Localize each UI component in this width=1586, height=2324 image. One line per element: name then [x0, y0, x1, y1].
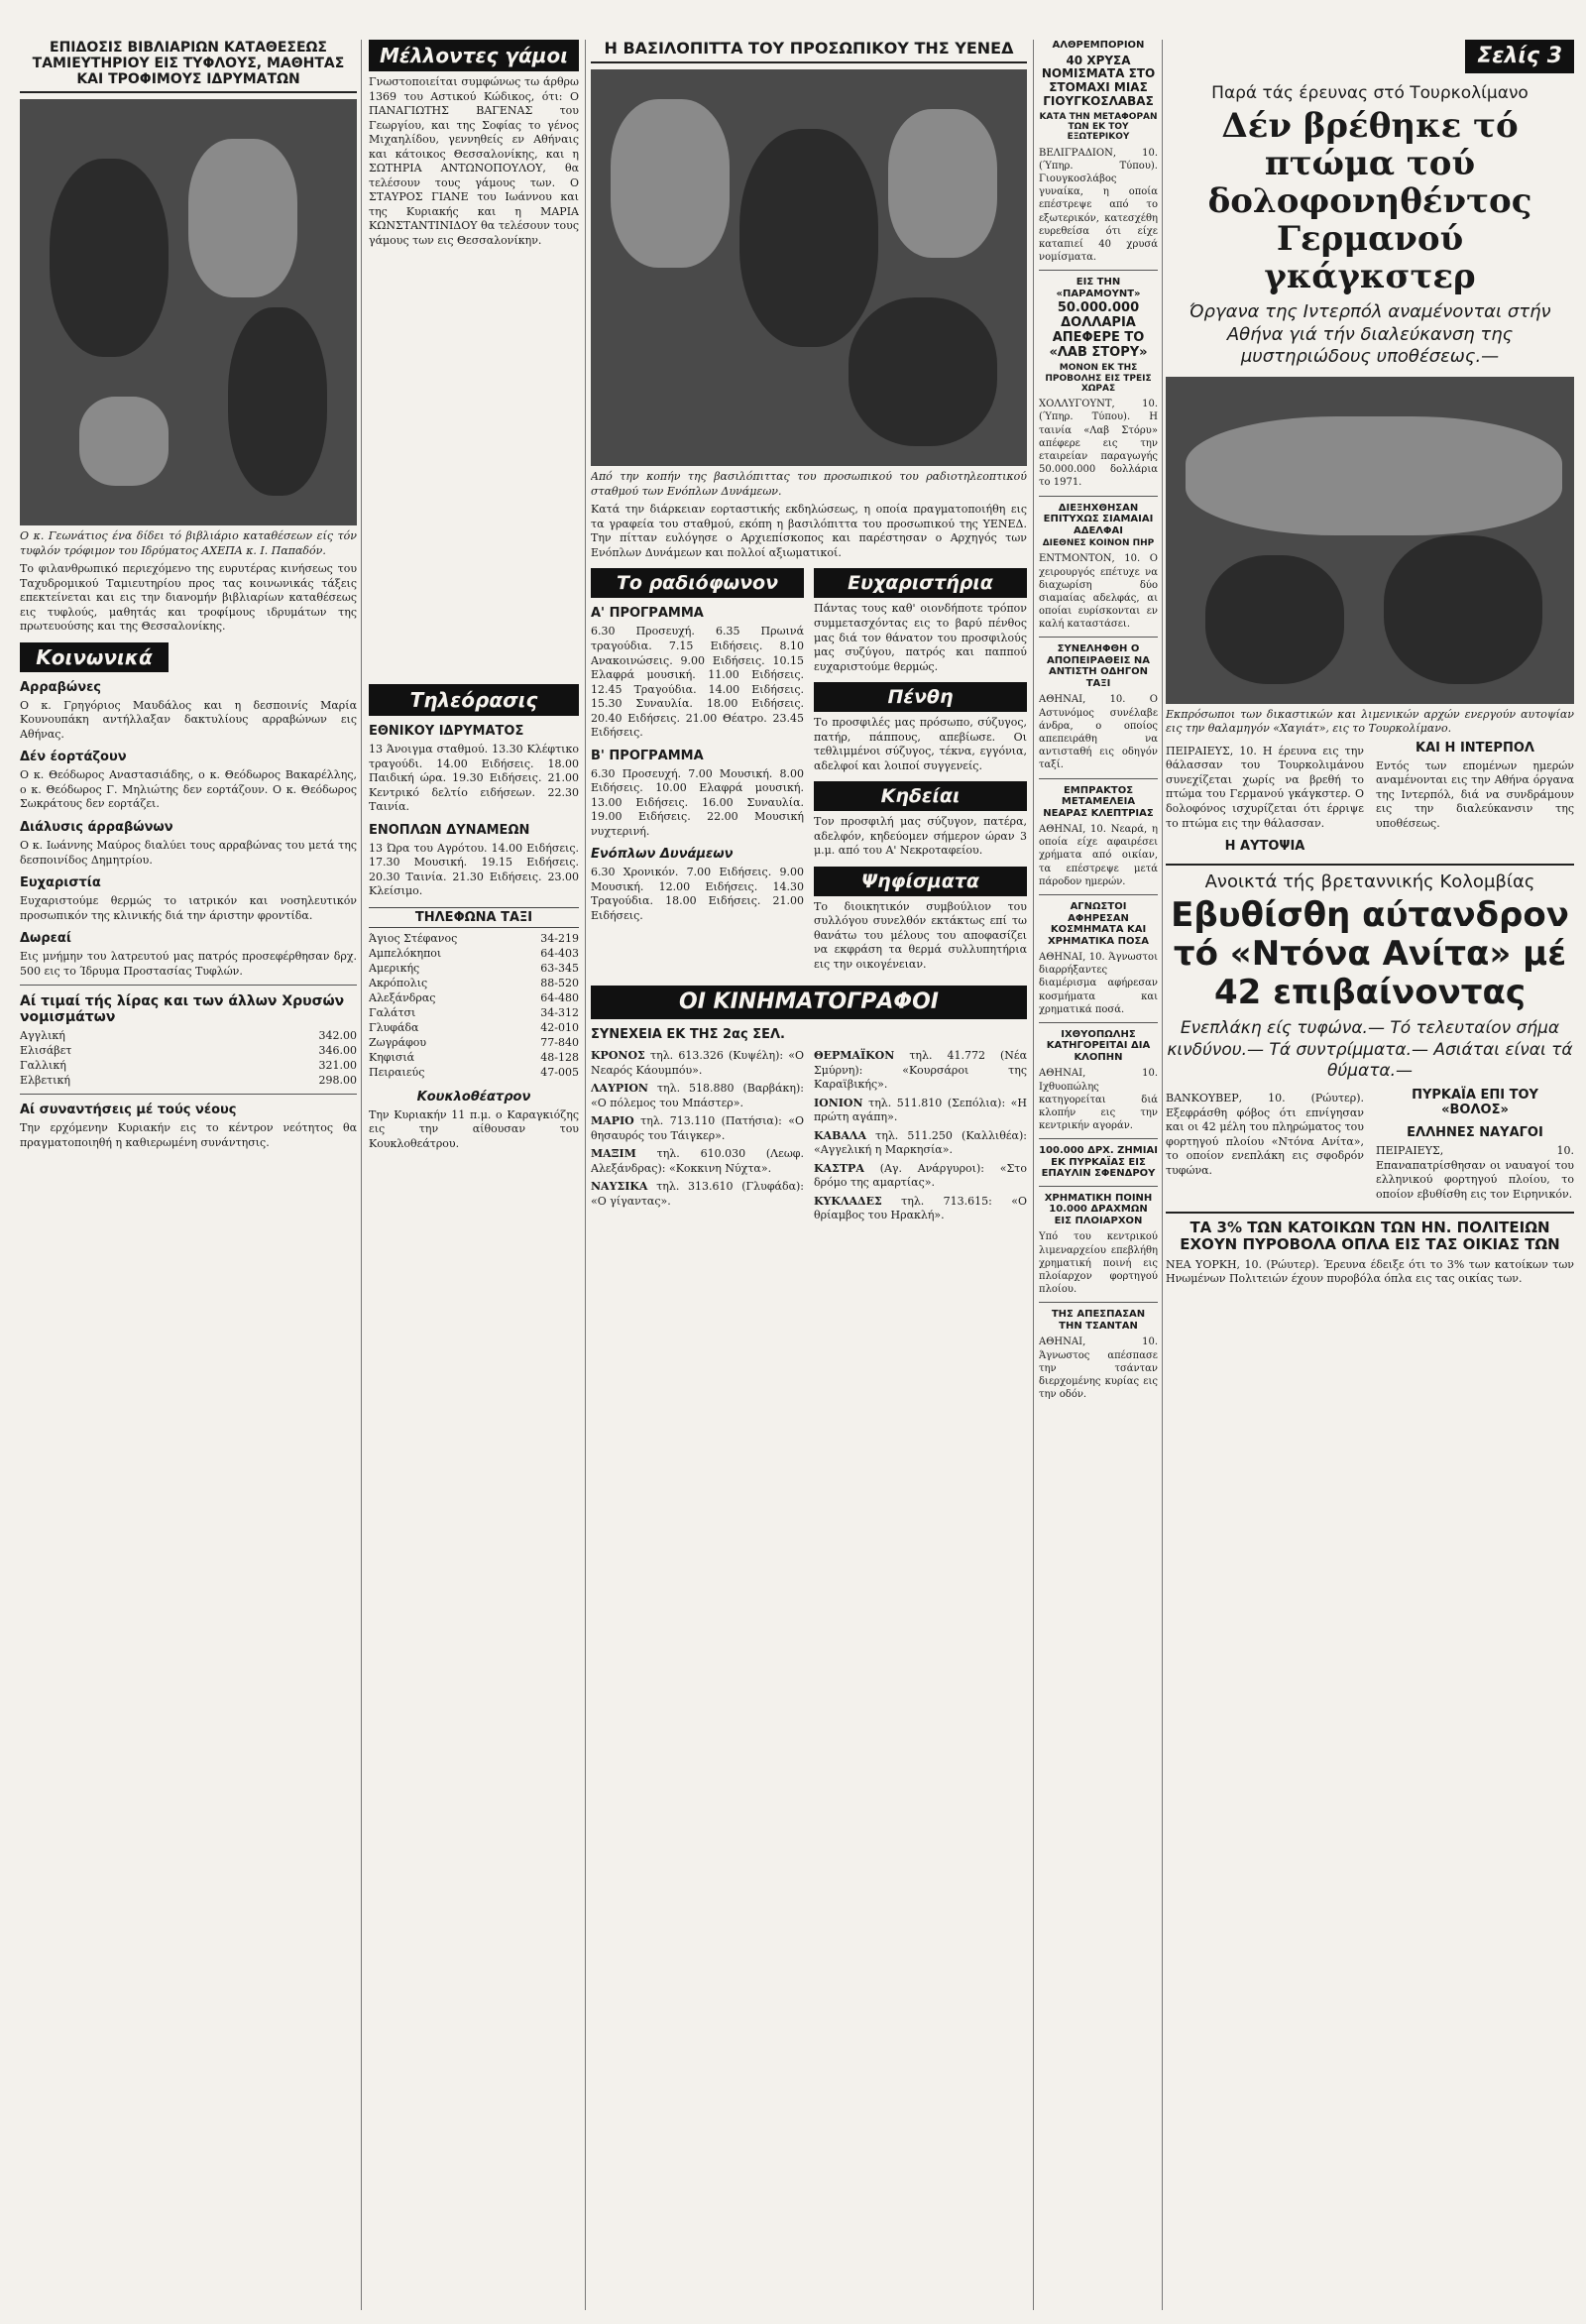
story-body: Το φιλανθρωπικό περιεχόμενο της ευρυτέρας κινήσεως του Ταχυδρομικού Ταμιευτηρίου προς τας κοινωνικάς τάξεις επεκτείνεται και εις την διανομήν βιβλιαρίων καταθέσεως εις τυφλούς, μαθητάς και τροφίμους ιδρυμάτων της πρωτευούσης και της Θεσσαλονίκης. [20, 562, 357, 634]
kicker-smuggling: ΑΛΘΡΕΜΠΟΡΙΟΝ [1052, 40, 1145, 51]
story-text: ΝΕΑ ΥΟΡΚΗ, 10. (Ρώυτερ). Έρευνα έδειξε ότι το 3% των κατοίκων των Ηνωμένων Πολιτειών έχουν πυροβόλα όπλα εις τας οικίας των. [1166, 1257, 1574, 1286]
headline-love-story: 50.000.000 ΔΟΛΛΑΡΙΑ ΑΠΕΦΕΡΕ ΤΟ «ΛΑΒ ΣΤΟΡΥ» [1049, 300, 1148, 361]
subhead-autopsy: Η ΑΥΤΟΨΙΑ [1224, 839, 1305, 855]
photo-vasilopita [591, 69, 1027, 466]
section-text: Ο κ. Ιωάννης Μαύρος διαλύει τους αρραβώνας του μετά της δεσποινίδος Δημητρίου. [20, 838, 357, 867]
cinema-continued: ΣΥΝΕΧΕΙΑ ΕΚ ΤΗΣ 2ας ΣΕΛ. [591, 1027, 785, 1043]
meeting-title: Αί συναντήσεις μέ τούς νέους [20, 1103, 237, 1118]
banner-weddings: Μέλλοντες γάμοι [369, 40, 579, 71]
table-row: Αμερικής 63-345 [369, 961, 579, 975]
subhead-greek-castaways: ΕΛΛΗΝΕΣ ΝΑΥΑΓΟΙ [1407, 1125, 1543, 1141]
kicker-colombia: Ανοικτά τής βρεταννικής Κολομβίας [1204, 872, 1535, 893]
section-title: Δέν έορτάζουν [20, 750, 127, 765]
headline-firearms: ΤΑ 3% ΤΩΝ ΚΑΤΟΙΚΩΝ ΤΩΝ ΗΝ. ΠΟΛΙΤΕΙΩΝ ΕΧΟΥΝ ΠΥΡΟΒΟΛΑ ΟΠΛΑ ΕΙΣ ΤΑΣ ΟΙΚΙΑΣ ΤΩΝ [1180, 1219, 1560, 1254]
story-text: Εντός των επομένων ημερών αναμένονται εις την Αθήνα όργανα της Ιντερπόλ, διά να συνδράμουν εις την διαλεύκανσιν της υποθέσεως. [1376, 758, 1574, 830]
radio-schedule-2: 6.30 Προσευχή. 7.00 Μουσική. 8.00 Ειδήσεις. 10.00 Ελαφρά μουσική. 13.00 Ειδήσεις. 16.00 Συναυλία. 19.00 Ειδήσεις. 22.00 Μουσική νυχτερινή. [591, 766, 804, 838]
weddings-notices: Γνωστοποιείται συμφώνως τω άρθρω 1369 του Αστικού Κώδικος, ότι: Ο ΠΑΝΑΓΙΩΤΗΣ ΒΑΓΕΝΑΣ του Γεωργίου, και της Σοφίας το γένος Μιχαηλίδου, γεννηθείς εν Αθήναις και κάτοικος Θεσσαλονίκης, και η ΣΩΤΗΡΙΑ ΑΝΤΩΝΟΠΟΥΛΟΥ, θα τελέσουν τους γάμους των. Ο ΣΤΑΥΡΟΣ ΓΙΑΝΕ του Ιωάννου και της Κυριακής και η ΜΑΡΙΑ ΚΩΝΣΤΑΝΤΙΝΙΔΟΥ θα τελέσουν τους γάμους των εις Θεσσαλονίκην. [369, 75, 579, 247]
story-body: Κατά την διάρκειαν εορταστικής εκδηλώσεως, η οποία πραγματοποιήθη εις τα γραφεία του σταθμού, εκόπη η βασιλόπιττα του προσωπικού της ΥΕΝΕΔ. Την πίτταν ευλόγησε ο Αρχιεπίσκοπος και παρέστησαν ο Αρχηγός των Ενόπλων Δυνάμεων και πολλοί αξιωματικοί. [591, 503, 1027, 559]
list-item: ΜΑΞΙΜ τηλ. 610.030 (Λεωφ. Αλεξάνδρας): «Κοκκινη Νύχτα». [591, 1147, 804, 1175]
table-row: Ακρόπολις 88-520 [369, 976, 579, 989]
headline-gangster: Δέν βρέθηκε τό πτώμα τού δολοφονηθέντος Γερμανού γκάγκστερ [1207, 106, 1532, 297]
photo-savings-ceremony [20, 99, 357, 525]
taxi-phones-title: ΤΗΛΕΦΩΝΑ ΤΑΞΙ [369, 907, 579, 928]
headline-bag-snatch: ΤΗΣ ΑΠΕΣΠΑΣΑΝ ΤΗΝ ΤΣΑΝΤΑΝ [1051, 1309, 1146, 1332]
story-text: ΧΟΛΛΥΓΟΥΝΤ, 10. (Ύπηρ. Τύπου). Η ταινία «Λαβ Στόρυ» απέφερε εις την εταιρείαν παραγωγής 50.000.000 δολλάρια το 1971. [1039, 399, 1158, 489]
deck-typhoon: Ενεπλάκη είς τυφώνα.— Τό τελευταίον σήμα κινδύνου.— Τά συντρίμματα.— Ασιάται είναι τά θύματα.— [1167, 1018, 1573, 1081]
section-text: Ευχαριστούμε θερμώς το ιατρικόν και νοσηλευτικόν προσωπικόν της κλινικής διά την άριστην φροντίδα. [20, 894, 357, 922]
story-text: ΠΕΙΡΑΙΕΥΣ, 10. Επαναπατρίσθησαν οι ναυαγοί του ελληνικού φορτηγού πλοίου, το οποίον εβυθίσθη εις τον Ειρηνικόν. [1376, 1144, 1574, 1201]
banner-cinemas: ΟΙ ΚΙΝΗΜΑΤΟΓΡΑΦΟΙ [591, 986, 1027, 1019]
resolutions-text: Το διοικητικόν συμβούλιον του συλλόγου συνελθόν εκτάκτως επί τω θανάτω του μέλους του αποφασίζει να εκφράση τα θερμά συλλυπητήρια εις την οικογένειαν. [814, 899, 1027, 971]
headline-villa-fire: 100.000 ΔΡΧ. ΖΗΜΙΑΙ ΕΚ ΠΥΡΚΑΪΑΣ ΕΙΣ ΕΠΑΥΛΙΝ ΣΦΕΝΔΡΟΥ [1039, 1145, 1158, 1180]
headline-gold-coins: 40 ΧΡΥΣΑ ΝΟΜΙΣΜΑΤΑ ΣΤΟ ΣΤΟΜΑΧΙ ΜΙΑΣ ΓΙΟΥΓΚΟΣΛΑΒΑΣ [1041, 53, 1156, 108]
story-text: ΕΝΤΜΟΝΤΟΝ, 10. Ο χειρουργός επέτυχε να διαχωρίση δύο σιαμαίας αδελφάς, αι οποίαι ευρίσκονται εν καλή καταστάσει. [1039, 553, 1158, 631]
prices-title: Αί τιμαί τής λίρας και των άλλων Χρυσών νομισμάτων [20, 993, 345, 1026]
table-row: Γαλλική 321.00 [20, 1059, 357, 1073]
radio-program-3: Ενόπλων Δυνάμεων [591, 847, 734, 863]
story-text: ΒΑΝΚΟΥΒΕΡ, 10. (Ρώυτερ). Εξεφράσθη φόβος ότι επνίγησαν και οι 42 μέλη του πληρώματος του φορτηγού πλοίου «Ντόνα Ανίτα», το οποίον ενεπλάκη εις σφοδρόν τυφώνα. [1166, 1092, 1364, 1177]
section-title: Ευχαριστία [20, 875, 101, 891]
headline-dona-anita: Εβυθίσθη αύτανδρον τό «Ντόνα Ανίτα» μέ 42 επιβαίνοντας [1171, 895, 1569, 1013]
section-title: Διάλυσις άρραβώνων [20, 819, 173, 835]
headline-taxi-arrest: ΣΥΝΕΛΗΦΘΗ Ο ΑΠΟΠΕΙΡΑΘΕΙΣ ΝΑ ΑΝΤΙΣΤΗ ΟΔΗΓΟΝ ΤΑΞΙ [1046, 643, 1151, 689]
story-text: ΑΘΗΝΑΙ, 10. Άγνωστος απέσπασε την τσάνταν διερχομένης κυρίας εις την οδόν. [1039, 1336, 1158, 1401]
photo-yacht-inspection [1166, 377, 1574, 704]
headline-vasilopita: Η ΒΑΣΙΛΟΠΙΤΤΑ ΤΟΥ ΠΡΟΣΩΠΙΚΟΥ ΤΗΣ ΥΕΝΕΔ [591, 40, 1027, 63]
column-rule [1162, 40, 1163, 2310]
list-item: ΝΑΥΣΙΚΑ τηλ. 313.610 (Γλυφάδα): «Ο γίγαντας». [591, 1180, 805, 1208]
column-3 [591, 40, 1027, 2316]
column-rule [585, 40, 586, 2310]
list-item: ΜΑΡΙΟ τηλ. 713.110 (Πατήσια): «Ο θησαυρός του Τάιγκερ». [591, 1114, 804, 1142]
table-row: Ελισάβετ 346.00 [20, 1044, 357, 1058]
table-row: Πειραιεύς 47-005 [369, 1065, 579, 1079]
radio-section [591, 568, 804, 976]
funerals-text: Τον προσφιλή μας σύζυγον, πατέρα, αδελφόν, κηδεύομεν σήμερον ώραν 3 μ.μ. από του Α' Νεκροταφείου. [814, 815, 1027, 858]
taxi-table [369, 931, 579, 1080]
table-row: Αγγλική 342.00 [20, 1029, 357, 1043]
banner-resolutions: Ψηφίσματα [814, 867, 1027, 896]
list-item: ΚΑΒΑΛΑ τηλ. 511.250 (Καλλιθέα): «Αγγελική η Μαρκησία». [814, 1128, 1027, 1157]
banner-mourning: Πένθη [814, 682, 1027, 712]
column-rule [1033, 40, 1034, 2310]
section-text: Ο κ. Γρηγόριος Μαυδάλος και η δεσποινίς Μαρία Κουνουπάκη αντήλλαξαν δακτυλίους αρραβώνων εις Αθήνας. [20, 698, 357, 741]
ship-story-columns [1166, 1088, 1574, 1202]
subhead-interpol: ΚΑΙ Η ΙΝΤΕΡΠΟΛ [1416, 740, 1534, 755]
table-row: Αμπελόκηποι 64-403 [369, 946, 579, 960]
table-row: Κηφισιά 48-128 [369, 1050, 579, 1064]
gold-prices-table [20, 1028, 357, 1088]
section-title: Αρραβώνες [20, 679, 102, 695]
section-text: Εις μνήμην του λατρευτού μας πατρός προσεφέρθησαν δρχ. 500 εις το Ίδρυμα Προστασίας Τυφλών. [20, 950, 357, 978]
subhead: ΔΙΕΘΝΕΣ ΚΟΙΝΟΝ ΠΗΡ [1042, 538, 1155, 548]
story-text: ΑΘΗΝΑΙ, 10. Ιχθυοπώλης κατηγορείται διά κλοπήν εις την κεντρικήν αγοράν. [1039, 1068, 1158, 1132]
headline-captain-fine: ΧΡΗΜΑΤΙΚΗ ΠΟΙΝΗ 10.000 ΔΡΑΧΜΩΝ ΕΙΣ ΠΛΟΙΑΡΧΟΝ [1044, 1192, 1153, 1226]
story-text: Υπό του κεντρικού λιμεναρχείου επεβλήθη χρηματική ποινή εις πλοίαρχον φορτηγού πλοίου. [1039, 1231, 1158, 1296]
table-row: Ζωγράφου 77-840 [369, 1035, 579, 1049]
photo-caption: Από την κοπήν της βασιλόπιττας του προσωπικού του ραδιοτηλεοπτικού σταθμού των Ενόπλων Δυνάμεων. [591, 470, 1027, 498]
table-row: Άγιος Στέφανος 34-219 [369, 931, 579, 945]
deck-interpol: Όργανα της Ιντερπόλ αναμένονται στήν Αθήνα γιά τήν διαλεύκανση της μυστηριώδους υποθέσεως.— [1189, 301, 1551, 368]
puppet-theatre-title: Κουκλοθέατρον [416, 1089, 531, 1104]
list-item: ΚΥΚΛΑΔΕΣ τηλ. 713.615: «Ο θρίαμβος του Ηρακλή». [814, 1194, 1027, 1222]
thanks-text: Πάντας τους καθ' οιονδήποτε τρόπον συμμετασχόντας εις το βαρύ πένθος μας διά τον θάνατον του προσφιλούς μας συζύγου, πατρός και παππού ευχαριστούμε θερμώς. [814, 602, 1027, 673]
list-item: ΘΕΡΜΑΪΚΟΝ τηλ. 41.772 (Νέα Σμύρνη): «Κουρσάροι της Καραϊβικής». [814, 1049, 1027, 1092]
section-title: Δωρεαί [20, 931, 71, 947]
tv-channel-1: ΕΘΝΙΚΟΥ ΙΔΡΥΜΑΤΟΣ [369, 724, 524, 739]
column-5 [1166, 40, 1574, 2316]
banner-social: Κοινωνικά [20, 642, 169, 672]
headline-thief-remorse: ΕΜΠΡΑΚΤΟΣ ΜΕΤΑΜΕΛΕΙΑ ΝΕΑΡΑΣ ΚΛΕΠΤΡΙΑΣ [1043, 784, 1154, 819]
radio-program-1: Α' ΠΡΟΓΡΑΜΜΑ [591, 606, 704, 622]
radio-thanks-row [591, 568, 1027, 976]
table-row: Ελβετική 298.00 [20, 1074, 357, 1088]
puppet-theatre-text: Την Κυριακήν 11 π.μ. ο Καραγκιόζης εις την αίθουσαν του Κουκλοθεάτρου. [369, 1107, 579, 1150]
banner-television: Τηλεόρασις [369, 684, 579, 716]
page-number-banner: Σελίς 3 [1465, 40, 1574, 73]
subhead: ΕΙΣ ΤΗΝ «ΠΑΡΑΜΟΥΝΤ» [1056, 277, 1141, 299]
story-text: ΒΕΛΙΓΡΑΔΙΟΝ, 10. (Ύπηρ. Τύπου). Γιουγκοσλάβος γυναίκα, η οποία επέστρεψε από το εξωτερικόν, κατεσχέθη ευρεθείσα ότι είχε καταπιεί 40 χρυσά νομίσματα. [1039, 147, 1158, 264]
banner-funerals: Κηδείαι [814, 781, 1027, 811]
list-item: ΚΡΟΝΟΣ τηλ. 613.326 (Κυψέλη): «Ο Νεαρός Κάουμπόυ». [591, 1049, 805, 1077]
meeting-text: Την ερχόμενην Κυριακήν εις το κέντρον νεότητος θα πραγματοποιηθή η καθιερωμένη συνάντησις. [20, 1121, 357, 1149]
story-text: ΑΘΗΝΑΙ, 10. Άγνωστοι διαρρήξαντες διαμέρισμα αφήρεσαν κοσμήματα και χρηματικά ποσά. [1039, 952, 1158, 1015]
cinema-list-b [814, 1045, 1027, 1227]
story-text: ΑΘΗΝΑΙ, 10. Νεαρά, η οποία είχε αφαιρέσει χρήματα από οικίαν, τα επέστρεψε μετά πάροδον ημερών. [1039, 824, 1158, 887]
cinema-list-a [591, 1045, 804, 1227]
cinema-listings [591, 1045, 1027, 1227]
notices-section [814, 568, 1027, 976]
photo-caption: Ο κ. Γεωνάτιος ένα δίδει τό βιβλιάριο καταθέσεων είς τόν τυφλόν τρόφιμον του Ιδρύματος ΑΧΕΠΑ κ. Ι. Παπαδόν. [20, 529, 357, 557]
table-row: Γαλάτσι 34-312 [369, 1005, 579, 1019]
mourning-text: Το προσφιλές μας πρόσωπο, σύζυγος, πατήρ, πάππους, απεβίωσε. Οι τεθλιμμένοι σύζυγος, τέκνα, εγγόνια, αδελφοί και λοιποί συγγενείς. [814, 716, 1027, 772]
column-rule [361, 40, 362, 2310]
column-4 [1039, 40, 1158, 2316]
banner-radio: Το ραδιόφωνον [591, 568, 804, 598]
tv-schedule-1: 13 Άνοιγμα σταθμού. 13.30 Κλέφτικο τραγούδι. 14.00 Ειδήσεις. 18.00 Παιδική ώρα. 19.30 Ειδήσεις. 21.00 Κεντρικό δελτίο ειδήσεων. 22.30 Ταινία. [369, 743, 579, 814]
story-text: ΑΘΗΝΑΙ, 10. Ο Αστυνόμος συνέλαβε άνδρα, ο οποίος απεπειράθη να αντισταθή εις οδηγόν ταξί. [1039, 694, 1158, 771]
column-2 [369, 40, 579, 2316]
section-text: Ο κ. Θεόδωρος Αναστασιάδης, ο κ. Θεόδωρος Βακαρέλλης, ο κ. Θεόδωρος Γ. Μηλιώτης δεν εορτάζουν. Ο κ. Θεόδωρος Σωκράτους δεν εορτάζει. [20, 768, 357, 811]
photo-caption: Εκπρόσωποι των δικαστικών και λιμενικών αρχών ενεργούν αυτοψίαν εις την θαλαμηγόν «Χαγιάτ», εις το Τουρκολίμανο. [1166, 707, 1574, 736]
column-1 [20, 40, 357, 2316]
subhead-fire-volos: ΠΥΡΚΑΪΑ ΕΠΙ ΤΟΥ «ΒΟΛΟΣ» [1412, 1088, 1538, 1118]
list-item: ΚΑΣΤΡΑ (Αγ. Ανάργυροι): «Στο δρόμο της αμαρτίας». [814, 1161, 1027, 1190]
list-item: ΛΑΥΡΙΟΝ τηλ. 518.880 (Βαρβάκη): «Ο πόλεμος του Μπάστερ». [591, 1082, 804, 1109]
subhead: ΜΟΝΟΝ ΕΚ ΤΗΣ ΠΡΟΒΟΛΗΣ ΕΙΣ ΤΡΕΙΣ ΧΩΡΑΣ [1045, 363, 1152, 394]
radio-schedule-3: 6.30 Χρονικόν. 7.00 Ειδήσεις. 9.00 Μουσική. 12.00 Ειδήσεις. 14.30 Τραγούδια. 18.00 Ειδήσεις. 21.00 Ειδήσεις. [591, 866, 804, 922]
subhead: ΚΑΤΑ ΤΗΝ ΜΕΤΑΦΟΡΑΝ ΤΩΝ ΕΚ ΤΟΥ ΕΞΩΤΕΡΙΚΟΥ [1039, 111, 1158, 143]
table-row: Αλεξάνδρας 64-480 [369, 990, 579, 1004]
list-item: ΙΟΝΙΟΝ τηλ. 511.810 (Σεπόλια): «Η πρώτη αγάπη». [814, 1096, 1027, 1124]
headline-fishmonger: ΙΧΘΥΟΠΩΛΗΣ ΚΑΤΗΓΟΡΕΙΤΑΙ ΔΙΑ ΚΛΟΠΗΝ [1046, 1028, 1151, 1063]
radio-program-2: Β' ΠΡΟΓΡΑΜΜΑ [591, 748, 704, 763]
headline-jewels-theft: ΑΓΝΩΣΤΟΙ ΑΦΗΡΕΣΑΝ ΚΟΣΜΗΜΑΤΑ ΚΑΙ ΧΡΗΜΑΤΙΚΑ ΠΟΣΑ [1047, 901, 1150, 947]
tv-schedule-2: 13 Ώρα του Αγρότου. 14.00 Ειδήσεις. 17.30 Μουσική. 19.15 Ειδήσεις. 20.30 Ταινία. 21.30 Ειδήσεις. 23.00 Κλείσιμο. [369, 841, 579, 898]
table-row: Γλυφάδα 42-010 [369, 1020, 579, 1034]
kicker-tourkolimano: Παρά τάς έρευνας στό Τουρκολίμανο [1211, 83, 1529, 103]
headline-savings-books: ΕΠΙΔΟΣΙΣ ΒΙΒΛΙΑΡΙΩΝ ΚΑΤΑΘΕΣΕΩΣ ΤΑΜΙΕΥΤΗΡΙΟΥ ΕΙΣ ΤΥΦΛΟΥΣ, ΜΑΘΗΤΑΣ ΚΑΙ ΤΡΟΦΙΜΟΥΣ ΙΔΡΥΜΑΤΩΝ [20, 40, 357, 93]
headline-siamese: ΔΙΕΞΗΧΘΗΣΑΝ ΕΠΙΤΥΧΩΣ ΣΙΑΜΑΙΑΙ ΑΔΕΛΦΑΙ [1043, 502, 1154, 536]
tv-channel-2: ΕΝΟΠΛΩΝ ΔΥΝΑΜΕΩΝ [369, 822, 530, 838]
banner-thanks: Ευχαριστήρια [814, 568, 1027, 598]
story-text: ΠΕΙΡΑΙΕΥΣ, 10. Η έρευνα εις την θάλασσαν του Τουρκολιμάνου συνεχίζεται χωρίς να βρεθή το πτώμα του Γερμανού γκάγκστερ. Ο δολοφόνος ισχυρίζεται ότι έρριψε το πτώμα εις την θάλασσαν. [1166, 744, 1364, 830]
radio-schedule-1: 6.30 Προσευχή. 6.35 Πρωινά τραγούδια. 7.15 Ειδήσεις. 8.10 Ανακοινώσεις. 9.00 Ειδήσεις. 10.15 Ελαφρά μουσική. 11.00 Ειδήσεις. 12.45 Τραγούδια. 14.00 Ειδήσεις. 15.30 Συναυλία. 18.00 Ειδήσεις. 20.40 Ειδήσεις. 21.00 Θέατρο. 23.45 Ειδήσεις. [591, 625, 804, 740]
gangster-story-columns [1166, 741, 1574, 854]
